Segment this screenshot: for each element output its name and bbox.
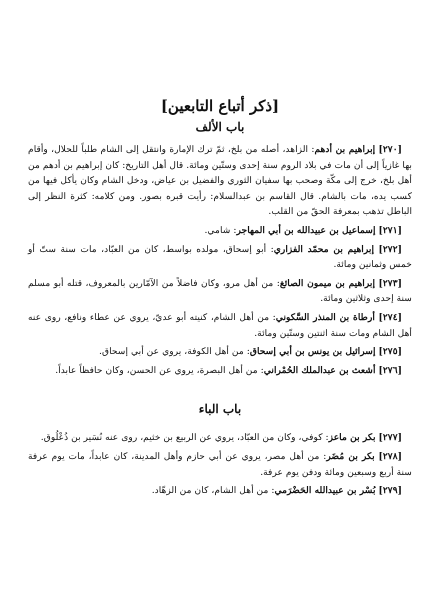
entry-text: : من أهل البصرة، يروي عن الحسن، وكان حافظاً عابداً. xyxy=(55,364,264,376)
entry-number: [٢٧٦] xyxy=(378,364,402,376)
entry-number: [٢٧٧] xyxy=(378,432,402,444)
entry-270 xyxy=(28,142,412,220)
entry-name: إبراهيم بن أدهم xyxy=(314,144,376,155)
entry-name: إسماعيل بن عبيدالله بن أبي المهاجر xyxy=(236,224,376,236)
entry-text: : أبو إسحاق، مولده بواسط، كان من العبّاد، مات سنة ستّ أو خمس وثمانين ومائة. xyxy=(28,243,412,271)
entry-text: : من أهل الكوفة، يروي عن أبي إسحاق. xyxy=(99,346,250,358)
entry-number: [٢٧٢] xyxy=(378,243,402,255)
entry-name: إسرائيل بن يونس بن أبي إسحاق xyxy=(249,346,376,358)
entry-name: بكر بن ماعز xyxy=(328,432,376,444)
entry-number: [٢٧٣] xyxy=(378,277,402,289)
entry-number: [٢٧٨] xyxy=(378,450,403,462)
entry-name: إبراهيم بن محمّد الفزاري xyxy=(273,243,375,255)
entry-name: أرطاة بن المنذر السَّكوني xyxy=(275,311,375,323)
page-title: [ذكر أتباع التابعين] xyxy=(160,97,280,115)
entry-text: : من أهل مصر، يروي عن أبي حازم وأهل المدينة، كان عابداً، مات يوم عرفة سنة أربع وسبعين ومائة ودفن يوم عرفة. xyxy=(28,450,412,478)
section-heading-alif: باب الألف xyxy=(195,120,245,134)
entry-name: بُسْر بن عبيدالله الحَضْرَمي xyxy=(274,485,376,497)
entry-text: : الزاهد، أصله من بلخ، ثمّ ترك الإمارة وانتقل إلى الشام طلباً للحلال، وأقام بها غازياً إلى أن مات في بلاد الروم سنة إحدى وستّين ومائة. قال أهل التاريخ: كان إبراهيم بن أدهم من أهل بلخ، خرج إلى مكّة وصحب بها سفيان الثوري والفضيل بن عياض، ودخل الشام وكان يأكل فيها من كسب يده، مات بالشام. قال القاسم بن عبدالسلام: رأيت قبره بصور. ومن كلامه: كثرة النظر إلى الباطل تذهب بمعرفة الحقّ من القلب. xyxy=(28,144,412,218)
entry-number: [٢٧٠] xyxy=(378,144,403,155)
section-heading-baa: باب الباء xyxy=(198,402,242,417)
entry-text: : من أهل مرو، وكان فاضلاً من الآمّارين بالمعروف، قتله أبو مسلم سنة إحدى وثلاثين ومائة. xyxy=(28,277,412,305)
entry-271 xyxy=(28,223,412,239)
document-page xyxy=(28,96,412,614)
entry-273 xyxy=(28,276,412,307)
entry-number: [٢٧٤] xyxy=(378,311,403,323)
entry-text: : من أهل الشام، كان من الزهّاد. xyxy=(151,485,275,497)
entry-275 xyxy=(28,344,412,360)
entry-279 xyxy=(28,483,412,499)
entry-number: [٢٧١] xyxy=(378,224,402,236)
entry-text: : كوفي، وكان من العبّاد، يروي عن الربيع بن خثيم، روى عنه نُسَير بن ذُعْلُوق. xyxy=(40,432,329,444)
entry-276 xyxy=(28,363,412,379)
entry-name: أشعث بن عبدالملك الحُمْراني xyxy=(263,364,376,376)
entry-text: : من أهل الشام، كنيته أبو عديّ، يروي عن عطاء ونافع، روى عنه أهل الشام ومات سنة اثنتين وستّين ومائة. xyxy=(28,311,412,339)
entry-278 xyxy=(28,449,412,480)
entry-277 xyxy=(28,430,412,446)
entry-name: بكر بن مُضَر xyxy=(326,450,375,462)
entry-274 xyxy=(28,310,412,341)
entry-text: : شامي. xyxy=(204,224,237,236)
entry-272 xyxy=(28,242,412,273)
entry-name: إبراهيم بن ميمون الصائغ xyxy=(279,277,376,289)
entry-number: [٢٧٥] xyxy=(378,346,402,358)
entry-number: [٢٧٩] xyxy=(378,485,402,497)
